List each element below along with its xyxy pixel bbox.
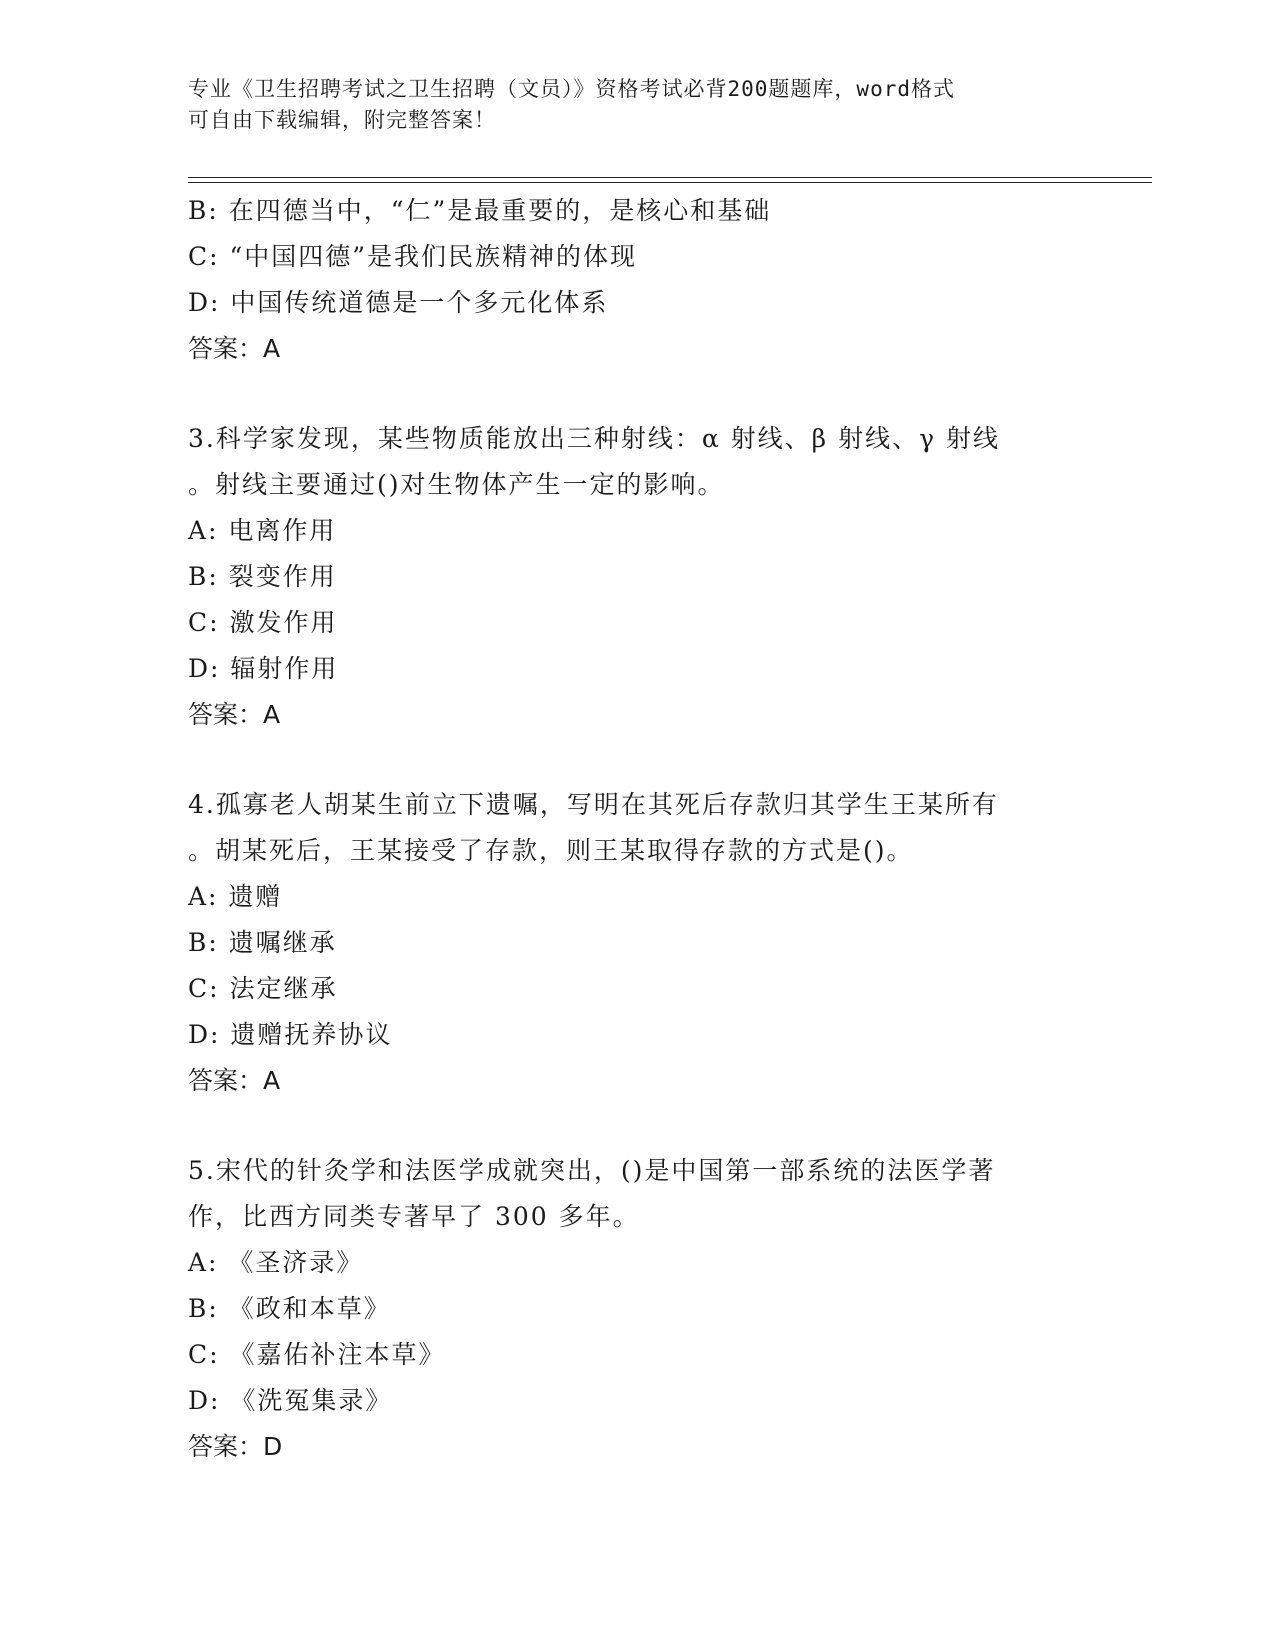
option-c: C: 激发作用: [188, 608, 338, 637]
spacer: [188, 1104, 1088, 1148]
question-2-continued: [188, 188, 1088, 372]
option-a: A: 电离作用: [188, 516, 337, 545]
question-stem-line: 。胡某死后，王某接受了存款，则王某取得存款的方式是()。: [188, 836, 914, 865]
option-b: B: 《政和本草》: [188, 1294, 391, 1323]
answer-line: 答案：A: [188, 1066, 281, 1095]
question-3: [188, 416, 1088, 738]
option-b: B: 在四德当中，“仁”是最重要的，是核心和基础: [188, 196, 772, 225]
question-stem-line: 3.科学家发现，某些物质能放出三种射线：α 射线、β 射线、γ 射线: [188, 424, 1000, 453]
spacer: [188, 372, 1088, 416]
question-list: [188, 188, 1088, 1470]
option-d: D: 遗赠抚养协议: [188, 1020, 393, 1049]
option-b: B: 遗嘱继承: [188, 928, 337, 957]
option-b: B: 裂变作用: [188, 562, 337, 591]
option-c: C: 《嘉佑补注本草》: [188, 1340, 446, 1369]
option-c: C: 法定继承: [188, 974, 338, 1003]
option-d: D: 中国传统道德是一个多元化体系: [188, 288, 609, 317]
answer-line: 答案：A: [188, 334, 281, 363]
header-line-2: 可自由下载编辑，附完整答案！: [188, 108, 496, 132]
option-c: C: “中国四德”是我们民族精神的体现: [188, 242, 638, 271]
header-rule-top: [188, 177, 1152, 178]
header-rule-bottom: [188, 182, 1152, 183]
option-d: D: 《洗冤集录》: [188, 1386, 393, 1415]
answer-line: 答案：D: [188, 1432, 283, 1461]
spacer: [188, 738, 1088, 782]
answer-line: 答案：A: [188, 700, 281, 729]
option-a: A: 遗赠: [188, 882, 283, 911]
question-4: [188, 782, 1088, 1104]
question-stem-line: 。射线主要通过()对生物体产生一定的影响。: [188, 470, 725, 499]
question-stem-line: 作，比西方同类专著早了 300 多年。: [188, 1202, 640, 1231]
header-line-1: 专业《卫生招聘考试之卫生招聘（文员）》资格考试必背200题题库，word格式: [188, 77, 955, 101]
option-d: D: 辐射作用: [188, 654, 339, 683]
question-5: [188, 1148, 1088, 1470]
document-header: [188, 74, 1088, 136]
option-a: A: 《圣济录》: [188, 1248, 364, 1277]
question-stem-line: 5.宋代的针灸学和法医学成就突出，()是中国第一部系统的法医学著: [188, 1156, 996, 1185]
question-stem-line: 4.孤寡老人胡某生前立下遗嘱，写明在其死后存款归其学生王某所有: [188, 790, 999, 819]
